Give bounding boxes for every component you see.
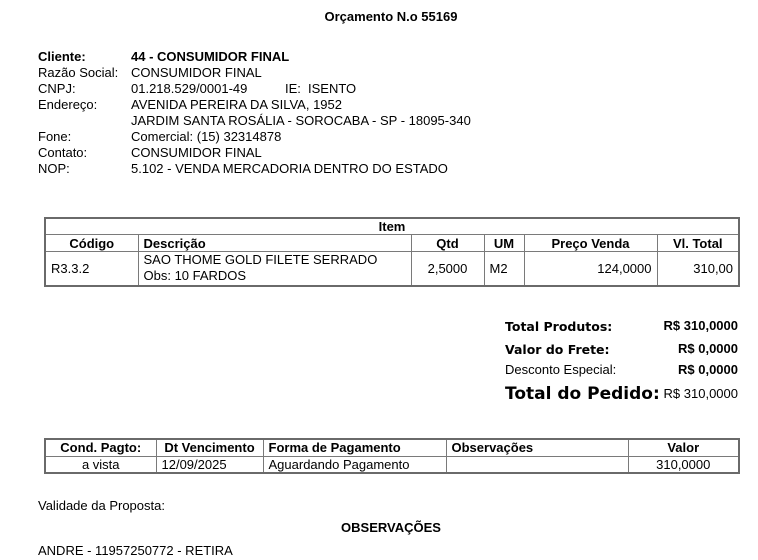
razao-social-label: Razão Social: [38,65,119,80]
ie-value: ISENTO [308,81,357,96]
observacoes-title: OBSERVAÇÕES [341,520,441,535]
cell-qtd: 2,5000 [411,252,484,286]
cell-preco: 124,0000 [524,252,657,286]
endereco-label: Endereço: [38,97,98,112]
col-cond-pagto: Cond. Pagto: [45,439,156,456]
cnpj-label: CNPJ: [38,81,76,96]
valor-frete-label: Valor do Frete: [505,342,610,357]
col-descricao: Descrição [138,235,411,252]
cell-vencimento: 12/09/2025 [156,456,263,473]
col-codigo: Código [45,235,138,252]
col-vencimento: Dt Vencimento [156,439,263,456]
total-pedido-label: Total do Pedido: [505,384,660,404]
col-um: UM [484,235,524,252]
endereco-line2: JARDIM SANTA ROSÁLIA - SOROCABA - SP - 18095-340 [131,113,471,128]
observacoes-text: ANDRE - 11957250772 - RETIRA [38,543,233,558]
cell-cond: a vista [45,456,156,473]
contato-value: CONSUMIDOR FINAL [131,145,262,160]
desconto-label: Desconto Especial: [505,362,617,377]
col-total: Vl. Total [657,235,739,252]
cell-descricao [138,252,411,286]
page-title: Orçamento N.o 55169 [324,9,458,24]
cnpj-value: 01.218.529/0001-49 [131,81,248,96]
cell-um: M2 [484,252,524,286]
table-row [45,456,739,473]
desconto-value: R$ 0,0000 [678,362,738,377]
item-obs: Obs: 10 FARDOS [143,268,247,284]
total-produtos-value: R$ 310,0000 [663,318,738,333]
contato-label: Contato: [38,145,88,160]
cell-obs [446,456,628,473]
table-row [45,252,739,286]
client-label: Cliente: [38,49,86,64]
total-produtos-label: Total Produtos: [505,319,613,334]
cell-codigo: R3.3.2 [45,252,138,286]
col-valor: Valor [628,439,739,456]
cell-forma: Aguardando Pagamento [263,456,446,473]
col-preco: Preço Venda [524,235,657,252]
razao-social-value: CONSUMIDOR FINAL [131,65,262,80]
col-forma-pagamento: Forma de Pagamento [263,439,446,456]
valor-frete-value: R$ 0,0000 [678,341,738,356]
ie-label: IE: [285,81,301,96]
cell-valor: 310,0000 [628,456,739,473]
items-table [44,217,740,287]
nop-value: 5.102 - VENDA MERCADORIA DENTRO DO ESTADO [131,161,448,176]
items-caption: Item [45,218,739,235]
validade-label: Validade da Proposta: [38,498,165,513]
col-qtd: Qtd [411,235,484,252]
nop-label: NOP: [38,161,70,176]
fone-label: Fone: [38,129,72,144]
col-observacoes: Observações [446,439,628,456]
total-pedido-value: R$ 310,0000 [663,386,738,401]
fone-value: Comercial: (15) 32314878 [131,129,282,144]
endereco-value: AVENIDA PEREIRA DA SILVA, 1952 [131,97,342,112]
payment-table [44,438,740,474]
item-description: SAO THOME GOLD FILETE SERRADO [143,252,378,268]
client-value: 44 - CONSUMIDOR FINAL [131,49,290,64]
cell-total: 310,00 [657,252,739,286]
